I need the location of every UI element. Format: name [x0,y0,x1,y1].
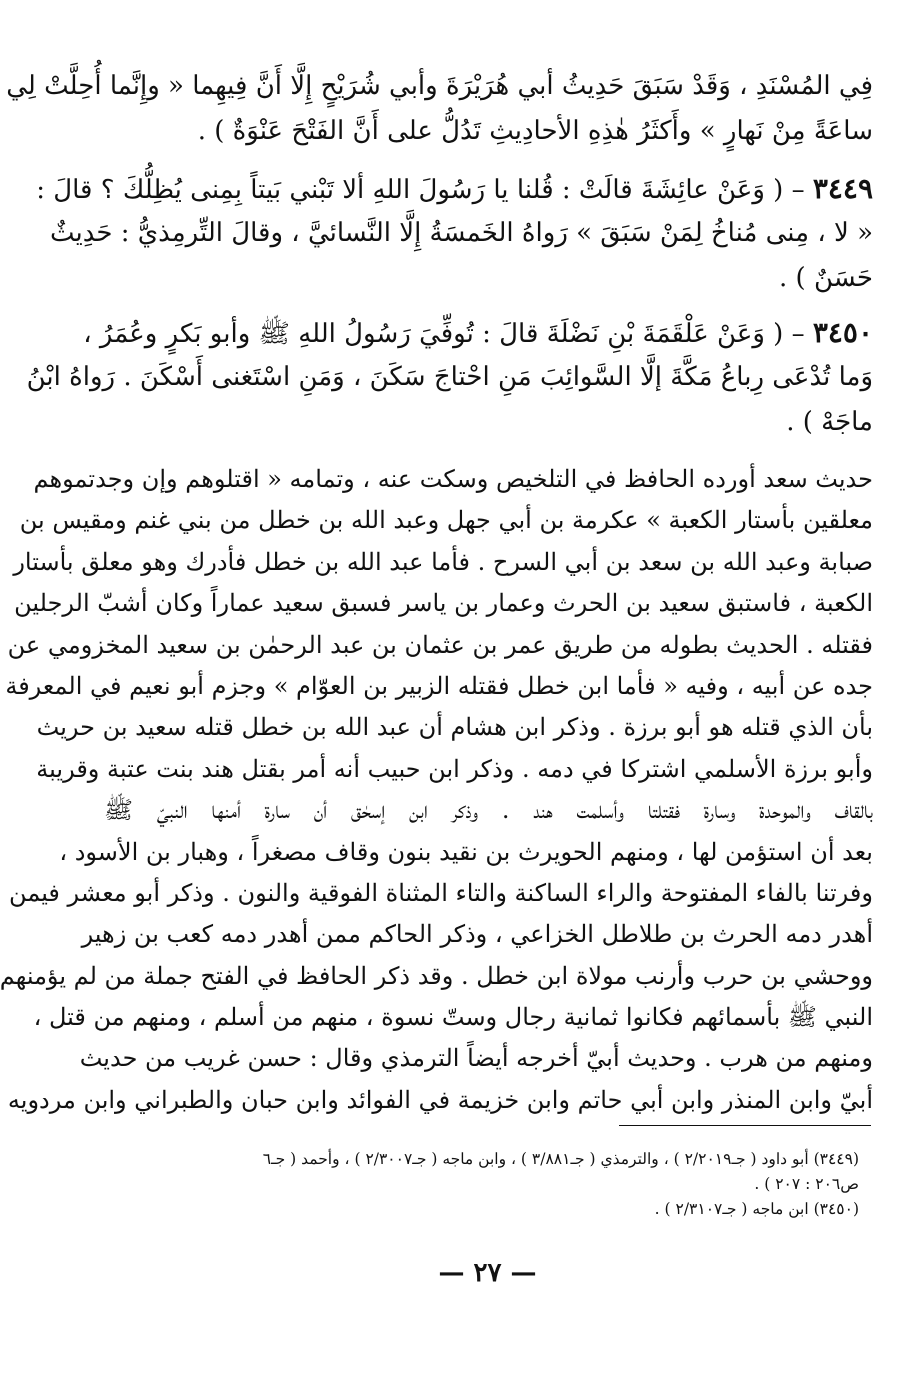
footnotes [104,1147,859,1222]
text-line [36,166,873,211]
text-line: ساعَةً مِنْ نَهارٍ » وأَكثَرُ هٰذِهِ الأحادِيثِ تَدُلُّ على أَنَّ الفَتْحَ عَنْوَةٌ ) . [197,116,873,146]
text-line: حَسَنٌ ) . [779,263,873,293]
hadith-text-line: – ( وَعَنْ عائِشَةَ قالَتْ : قُلنا يا رَسُولَ اللهِ ألا تَبْني بَيتاً بِمِنى يُظِلُّكَ ؟ قالَ : [36,175,805,205]
commentary [0,459,873,1121]
commentary-line: بالقاف والموحدة وسارة فقتلتا وأسلمت هند . وذكر ابن إسحٰق أن سارة أمنها النبيّ ﷺ [104,796,873,825]
commentary-line: النبي ﷺ بأسمائهم فكانوا ثمانية رجال وستّ نسوة ، منهم من أسلم ، ومنهم من قتل ، [33,1003,873,1032]
text-line: وَما تُدْعَى رِباعُ مَكَّةَ إلَّا السَّوائِبَ مَنِ احْتاجَ سَكَنَ ، وَمَنِ اسْتَغنى أَسْكَنَ . رَواهُ ابْنُ [26,362,873,392]
hadith-text-line: – ( وَعَنْ عَلْقَمَةَ بْنِ نَضْلَةَ قالَ : تُوفِّيَ رَسُولُ اللهِ ﷺ وأبو بَكرٍ وعُمَرُ ، [83,319,805,349]
footnote-line: (٣٤٤٩) أبو داود ( جـ٢/٢٠١٩ ) ، والترمذي ( جـ٣/٨٨١ ) ، وابن ماجه ( جـ٢/٣٠٠٧ ) ، وأحمد ( جـ٦ [262,1150,859,1168]
footnote-line: ص٢٠٦ : ٢٠٧ ) . [754,1175,859,1193]
text-line: فِي المُسْنَدِ ، وَقَدْ سَبَقَ حَدِيثُ أبي هُرَيْرَةَ وأبي شُرَيْحٍ إِلَّا أَنَّ فِيهِما « وإِنَّما أُحِلَّتْ لِي [6,71,873,101]
hadith-number: ٣٤٤٩ [812,172,873,205]
commentary-line: ومنهم من هرب . وحديث أبيّ أخرجه أيضاً الترمذي وقال : حسن غريب من حديث [79,1044,873,1073]
commentary-line: صبابة وعبد الله بن سعد بن أبي السرح . فأما عبد الله بن خطل فأدرك وهو معلق بأستار [13,547,873,576]
text-line: « لا ، مِنى مُناخُ لِمَنْ سَبَقَ » رَواهُ الخَمسَةُ إِلَّا النَّسائيَّ ، وقالَ التِّرمِذيُّ : حَدِيثٌ [49,218,873,248]
text-line: ماجَهْ ) . [786,407,873,437]
commentary-line: ووحشي بن حرب وأرنب مولاة ابن خطل . وقد ذكر الحافظ في الفتح جملة من لم يؤمنهم [0,961,873,990]
hadith-text [6,64,873,154]
commentary-line: بعد أن استؤمن لها ، ومنهم الحويرث بن نقيد بنون وقاف مصغراً ، وهبار بن الأسود ، [59,837,873,866]
commentary-line: فقتله . الحديث بطوله من طريق عمر بن عثمان بن عبد الرحمٰن بن سعيد المخزومي عن [7,630,873,659]
commentary-line: أبيّ وابن المنذر وابن أبي حاتم وابن خزيمة في الفوائد وابن حبان والطبراني وابن مردويه [7,1085,873,1114]
footnote-divider [619,1125,871,1126]
commentary-line: وفرتنا بالفاء المفتوحة والراء الساكنة والتاء المثناة الفوقية والنون . وذكر أبو معشر فيمن [9,878,873,907]
commentary-line: وأبو برزة الأسلمي اشتركا في دمه . وذكر ابن حبيب أنه أمر بقتل هند بنت عتبة وقريبة [36,754,873,783]
text-line [83,310,873,355]
commentary-line: حديث سعد أورده الحافظ في التلخيص وسكت عنه ، وتمامه « اقتلوهم وإن وجدتموهم [33,465,873,493]
hadith-number: ٣٤٥٠ [812,316,873,349]
hadith-3449 [36,166,873,301]
hadith-3450 [26,310,873,445]
footnote-line: (٣٤٥٠) ابن ماجه ( جـ٢/٣١٠٧ ) . [654,1200,859,1218]
commentary-line: معلقين بأستار الكعبة » عكرمة بن أبي جهل وعبد الله بن خطل من بني غنم ومقيس بن [19,506,873,535]
page-number: — ٢٧ — [438,1258,537,1288]
commentary-line: أهدر دمه الحرث بن طلاطل الخزاعي ، وذكر الحاكم ممن أهدر دمه كعب بن زهير [81,920,873,949]
commentary-line: بأن الذي قتله هو أبو برزة . وذكر ابن هشام أن عبد الله بن خطل قتله سعيد بن حريث [36,713,873,742]
commentary-line: جده عن أبيه ، وفيه « فأما ابن خطل فقتله الزبير بن العوّام » وجزم أبو نعيم في المعرفة [5,671,873,700]
commentary-line: الكعبة ، فاستبق سعيد بن الحرث وعمار بن ياسر فسبق سعيد عماراً وكان أشبّ الرجلين [14,589,873,618]
